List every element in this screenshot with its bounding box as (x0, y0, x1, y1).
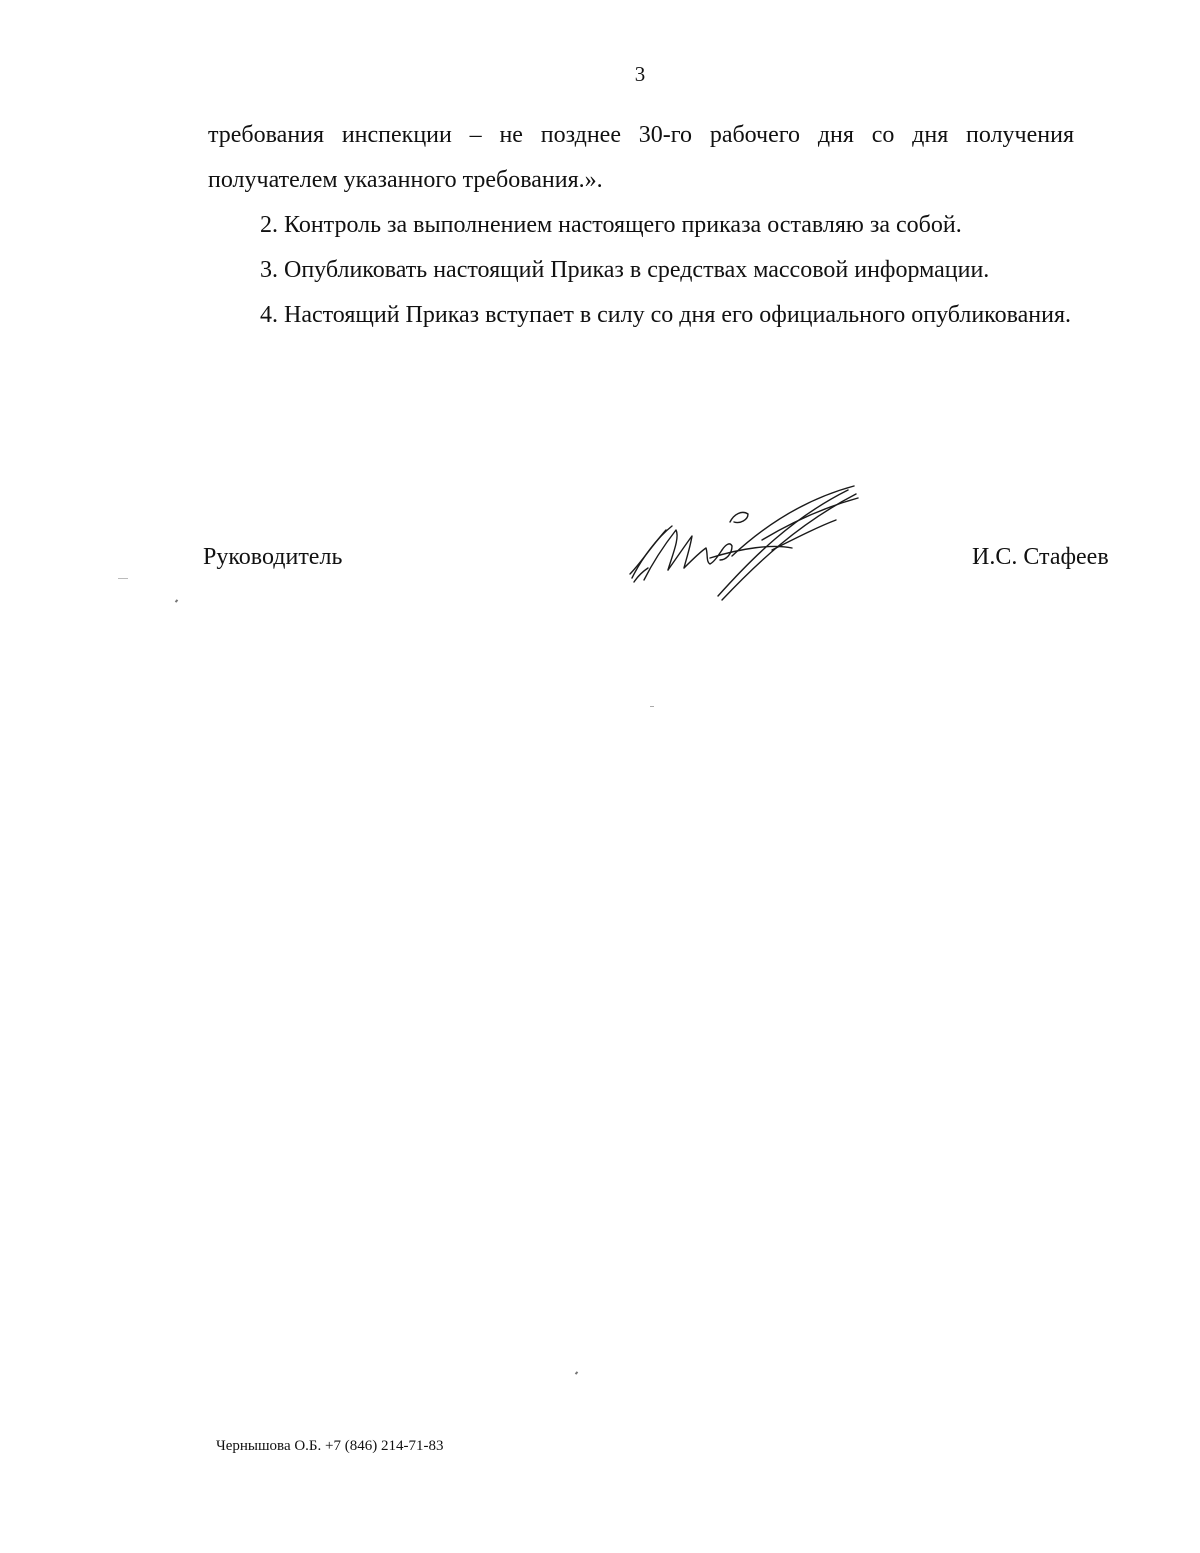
signer-title: Руководитель (203, 544, 343, 570)
signature-icon (622, 478, 862, 608)
paragraph-continuation: требования инспекции – не позднее 30-го рабочего дня со дня получения получателем указанного требования.». (208, 122, 1074, 193)
signer-name: И.С. Стафеев (972, 544, 1109, 570)
paragraph-item-4: 4. Настоящий Приказ вступает в силу со дня его официального опубликования. (260, 302, 1072, 328)
scan-speck (575, 1371, 578, 1375)
page-number: 3 (634, 62, 646, 86)
paragraph-item-2: 2. Контроль за выполнением настоящего приказа оставляю за собой. (260, 212, 962, 238)
paragraph-item-3: 3. Опубликовать настоящий Приказ в средствах массовой информации. (260, 257, 990, 283)
executor-contact: Чернышова О.Б. +7 (846) 214-71-83 (216, 1438, 444, 1454)
document-body (208, 113, 1074, 338)
scan-speck (175, 599, 178, 603)
scan-speck (118, 578, 128, 579)
scan-speck (650, 706, 654, 707)
